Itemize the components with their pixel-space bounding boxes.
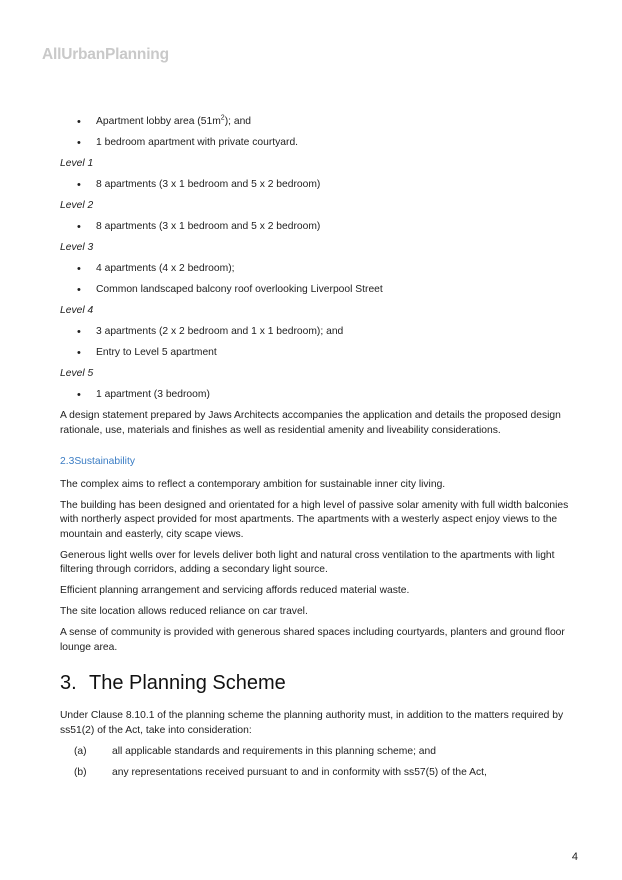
clause-text: all applicable standards and requirements in this planning scheme; and xyxy=(112,745,436,757)
paragraph: The site location allows reduced reliance on car travel. xyxy=(60,606,308,617)
clause-text: any representations received pursuant to and in conformity with ss57(5) of the Act, xyxy=(112,766,487,778)
section-number: 3. xyxy=(60,672,77,694)
level-heading: Level 3 xyxy=(60,242,94,253)
section-title: The Planning Scheme xyxy=(89,672,286,694)
level-heading: Level 4 xyxy=(60,305,94,316)
section-heading-sustainability: 2.3Sustainability xyxy=(60,456,135,467)
clause-label: (a) xyxy=(74,745,87,757)
list-item: • Entry to Level 5 apartment xyxy=(60,346,580,361)
paragraph: Generous light wells over for levels deliver both light and natural cross ventilation to the apartments with light filtering through corridors, adding a secondary light source. xyxy=(60,549,555,575)
list-item: • 3 apartments (2 x 2 bedroom and 1 x 1 bedroom); and xyxy=(60,325,580,340)
paragraph: The complex aims to reflect a contemporary ambition for sustainable inner city living. xyxy=(60,478,446,490)
design-statement: A design statement prepared by Jaws Architects accompanies the application and details the proposed design rationale, use, materials and finishes as well as residential amenity and liveability considerations. xyxy=(60,410,561,436)
page-number: 4 xyxy=(571,851,578,863)
document-body xyxy=(60,115,580,787)
clause-label: (b) xyxy=(74,766,87,778)
level-heading: Level 5 xyxy=(60,368,94,379)
clause-item xyxy=(60,766,580,781)
level-heading: Level 1 xyxy=(60,158,94,169)
level-heading: Level 2 xyxy=(60,200,94,211)
list-item: • 1 bedroom apartment with private courtyard. xyxy=(60,136,580,151)
list-item: • 8 apartments (3 x 1 bedroom and 5 x 2 bedroom) xyxy=(60,178,580,193)
section-heading-planning-scheme xyxy=(60,671,580,695)
paragraph: Under Clause 8.10.1 of the planning scheme the planning authority must, in addition to the matters required by ss51(2) of the Act, take into consideration: xyxy=(60,710,564,736)
list-item: • 4 apartments (4 x 2 bedroom); xyxy=(60,262,580,277)
paragraph: The building has been designed and orientated for a high level of passive solar amenity with full width balconies with northerly aspect provided for most apartments. The apartments with a westerly aspect enjoy views to the mountain and easterly, city scape views. xyxy=(60,499,569,540)
clause-item xyxy=(60,745,580,760)
list-item: • Apartment lobby area $(51m^2)$; and xyxy=(60,115,580,130)
list-item: • 1 apartment (3 bedroom) xyxy=(60,388,580,403)
list-item: • 8 apartments (3 x 1 bedroom and 5 x 2 bedroom) xyxy=(60,220,580,235)
paragraph: Efficient planning arrangement and servicing affords reduced material waste. xyxy=(60,585,410,596)
paragraph: A sense of community is provided with generous shared spaces including courtyards, planters and ground floor lounge area. xyxy=(60,627,565,653)
list-item: • Common landscaped balcony roof overlooking Liverpool Street xyxy=(60,283,580,298)
logo: AllUrbanPlanning xyxy=(42,46,169,63)
